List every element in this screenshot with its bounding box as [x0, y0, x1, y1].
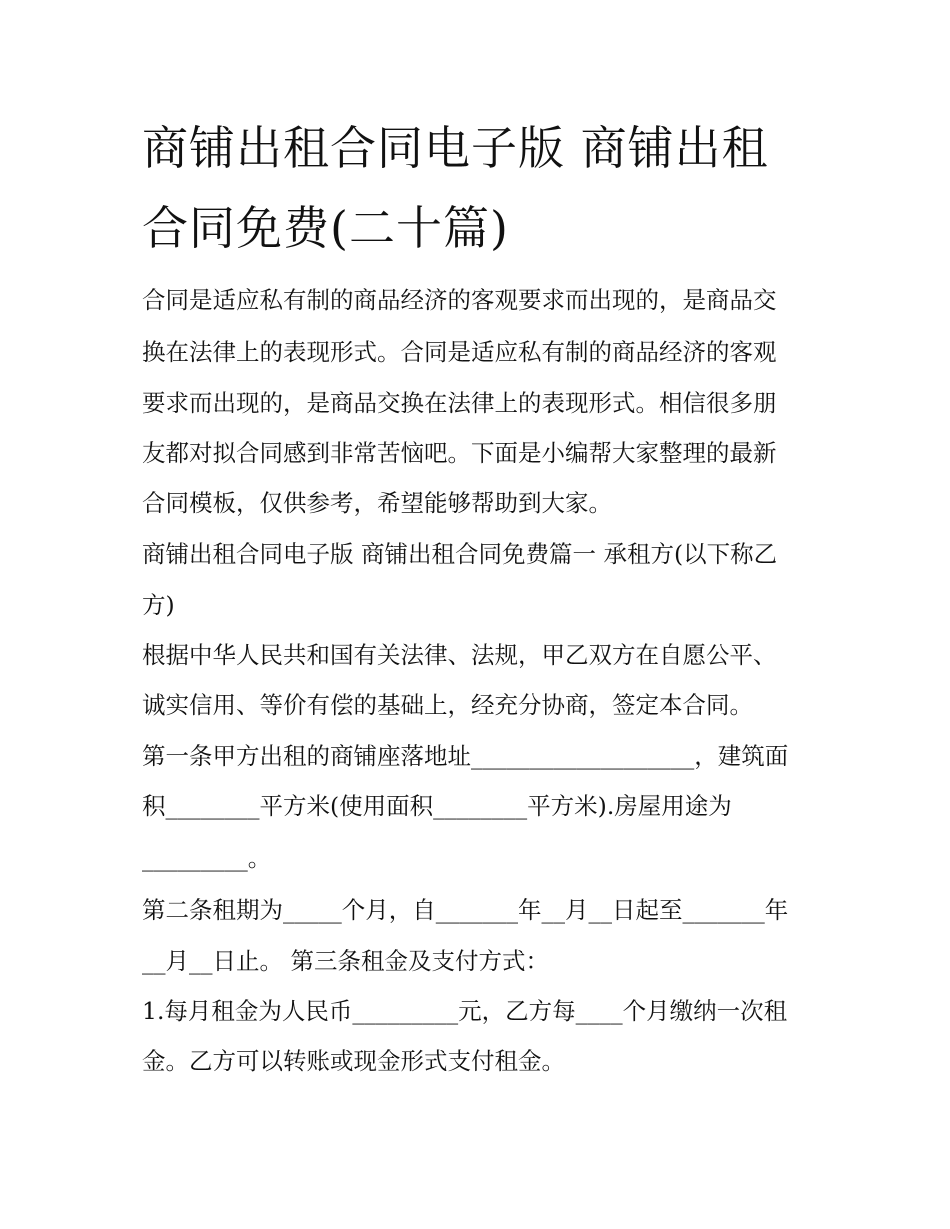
- body-line: 换在法律上的表现形式。合同是适应私有制的商品经济的客观: [142, 338, 777, 366]
- body-line: 方): [142, 591, 175, 619]
- body-line: 根据中华人民共和国有关法律、法规，甲乙双方在自愿公平、: [142, 641, 777, 669]
- body-line: 商铺出租合同电子版 商铺出租合同免费篇一 承租方(以下称乙: [142, 540, 778, 568]
- body-line: 第二条租期为_____个月，自_______年__月__日起至_______年: [142, 896, 789, 924]
- body-line: 友都对拟合同感到非常苦恼吧。下面是小编帮大家整理的最新: [142, 439, 777, 467]
- body-line: 合同模板，仅供参考，希望能够帮助到大家。: [142, 489, 612, 517]
- body-line: 金。乙方可以转账或现金形式支付租金。: [142, 1047, 565, 1075]
- body-line: __月__日止。 第三条租金及支付方式：: [142, 947, 549, 975]
- body-line: 第一条甲方出租的商铺座落地址___________________，建筑面: [142, 742, 789, 770]
- body-line: 诚实信用、等价有偿的基础上，经充分协商，签定本合同。: [142, 691, 753, 719]
- body-line: 积________平方米(使用面积________平方米).房屋用途为: [142, 792, 732, 820]
- body-line: _________。: [142, 844, 272, 872]
- body-line: 要求而出现的，是商品交换在法律上的表现形式。相信很多朋: [142, 389, 777, 417]
- body-line: 1.每月租金为人民币_________元，乙方每____个月缴纳一次租: [142, 997, 788, 1025]
- document-title-line-1: 商铺出租合同电子版 商铺出租: [142, 121, 769, 175]
- document-title-line-2: 合同免费(二十篇): [142, 201, 509, 255]
- body-line: 合同是适应私有制的商品经济的客观要求而出现的，是商品交: [142, 286, 777, 314]
